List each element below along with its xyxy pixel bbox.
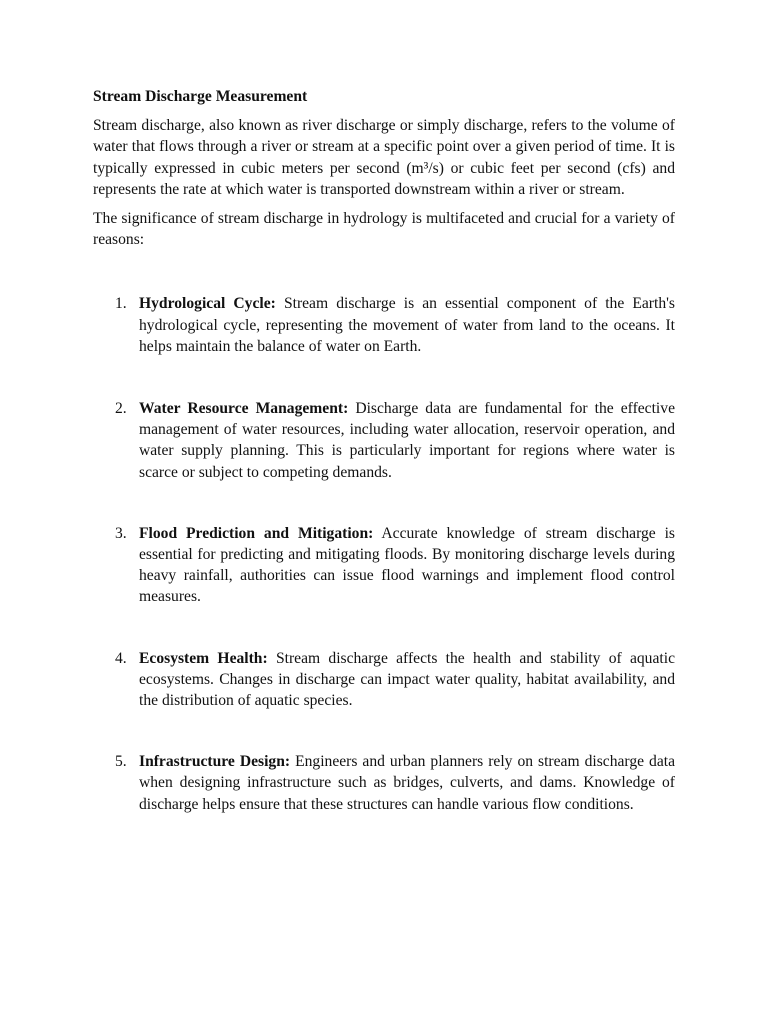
list-item bbox=[93, 523, 675, 608]
list-item-text: Discharge data are fundamental for the effective management of water resources, including water allocation, reservoir operation, and water supply planning. This is particularly important for regions where water is scarce or subject to competing demands. bbox=[139, 400, 675, 481]
list-item bbox=[93, 293, 675, 357]
list-item-number: 1. bbox=[115, 295, 127, 313]
list-item-term: Water Resource Management: bbox=[139, 400, 349, 418]
intro-paragraph-definition: Stream discharge, also known as river discharge or simply discharge, refers to the volume of water that flows through a river or stream at a specific point over a given period of time. It is typically expressed in cubic meters per second (m³/s) or cubic feet per second (cfs) and represents the rate at which water is transported downstream within a river or stream. bbox=[93, 117, 675, 198]
list-item bbox=[93, 751, 675, 815]
document-title: Stream Discharge Measurement bbox=[93, 88, 308, 105]
list-item bbox=[93, 648, 675, 712]
list-item-text: Accurate knowledge of stream discharge is essential for predicting and mitigating floods. By monitoring discharge levels during heavy rainfall, authorities can issue flood warnings and implement flood control measures. bbox=[139, 524, 675, 606]
list-item-text: Stream discharge affects the health and stability of aquatic ecosystems. Changes in discharge can impact water quality, habitat availability, and the distribution of aquatic species. bbox=[139, 649, 675, 710]
list-item-number: 3. bbox=[115, 524, 127, 542]
list-item-term: Hydrological Cycle: bbox=[139, 295, 276, 313]
list-item-number: 5. bbox=[115, 753, 127, 771]
intro-paragraph-significance: The significance of stream discharge in hydrology is multifaceted and crucial for a variety of reasons: bbox=[93, 210, 675, 249]
list-item-number: 4. bbox=[115, 649, 127, 667]
list-item-text: Engineers and urban planners rely on stream discharge data when designing infrastructure such as bridges, culverts, and dams. Knowledge of discharge helps ensure that these structures can handle various flow conditions. bbox=[139, 753, 675, 813]
list-item-number: 2. bbox=[115, 400, 127, 418]
significance-list bbox=[93, 293, 675, 814]
list-item bbox=[93, 398, 675, 483]
list-item-text: Stream discharge is an essential component of the Earth's hydrological cycle, representing the movement of water from land to the oceans. It helps maintain the balance of water on Earth. bbox=[139, 295, 676, 355]
list-item-term: Ecosystem Health: bbox=[139, 649, 268, 667]
list-item-term: Infrastructure Design: bbox=[139, 753, 291, 771]
list-item-term: Flood Prediction and Mitigation: bbox=[139, 524, 374, 542]
document-page bbox=[93, 86, 675, 815]
